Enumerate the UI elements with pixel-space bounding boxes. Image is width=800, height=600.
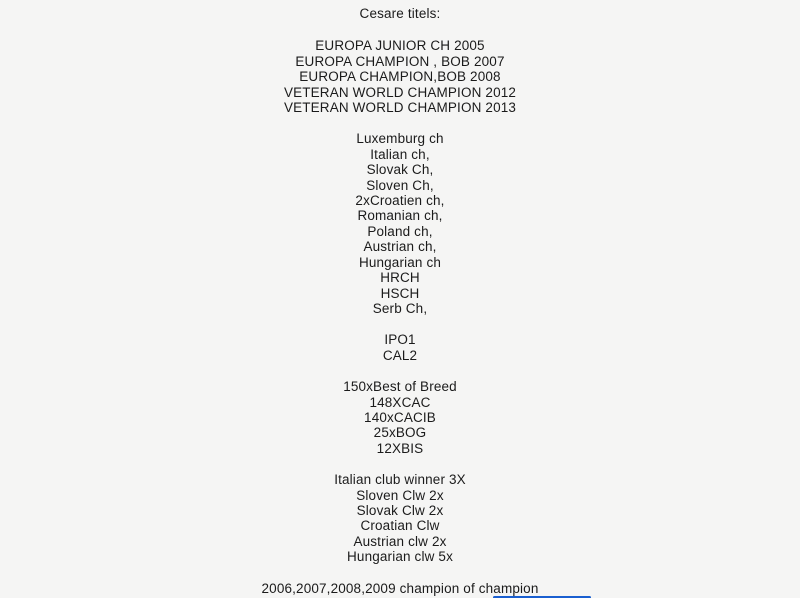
spacer: [0, 316, 800, 332]
text-line: Italian club winner 3X: [334, 472, 466, 488]
text-line: Poland ch,: [367, 223, 433, 239]
section-national-championships: [0, 131, 800, 316]
text-line: CAL2: [382, 347, 418, 363]
text-line: 2xCroatien ch,: [355, 193, 445, 209]
text-line: IPO1: [384, 332, 416, 348]
text-line: Austrian clw 2x: [353, 533, 447, 549]
text-line: Sloven Ch,: [366, 177, 434, 193]
section-club-winners: [0, 472, 800, 564]
spacer: [0, 115, 800, 131]
text-line: Luxemburg ch: [356, 131, 444, 147]
text-line: HRCH: [380, 270, 420, 286]
text-line: 2006,2007,2008,2009 champion of champion: [261, 580, 539, 596]
text-line: Italian ch,: [370, 146, 430, 162]
spacer: [0, 456, 800, 472]
section-major-titles: [0, 38, 800, 115]
text-line: 25xBOG: [373, 425, 427, 441]
text-line: Serb Ch,: [372, 300, 428, 316]
text-line: EUROPA JUNIOR CH 2005: [315, 38, 485, 54]
section-working-titles: [0, 332, 800, 363]
text-line: Romanian ch,: [357, 208, 443, 224]
text-line: 150xBest of Breed: [343, 379, 457, 395]
spacer: [0, 363, 800, 379]
text-line: VETERAN WORLD CHAMPION 2012: [283, 84, 517, 100]
text-line: Hungarian clw 5x: [347, 549, 453, 565]
text-line: Slovak Clw 2x: [356, 502, 444, 518]
section-show-awards: [0, 379, 800, 456]
text-line: Croatian Clw: [360, 518, 440, 534]
text-line: 12XBIS: [376, 440, 424, 456]
text-line: EUROPA CHAMPION , BOB 2007: [295, 53, 505, 69]
text-line: 140xCACIB: [364, 409, 436, 425]
spacer: [0, 565, 800, 581]
text-line: 148XCAC: [369, 394, 431, 410]
page-title: Cesare titels:: [359, 6, 441, 21]
text-line: Austrian ch,: [363, 239, 437, 255]
text-line: HSCH: [380, 285, 420, 301]
text-line: VETERAN WORLD CHAMPION 2013: [283, 100, 517, 116]
text-line: Sloven Clw 2x: [356, 487, 444, 503]
text-line: Slovak Ch,: [366, 162, 434, 178]
text-line: EUROPA CHAMPION,BOB 2008: [299, 69, 501, 85]
text-line: Hungarian ch: [358, 254, 442, 270]
section-champion-of-champion: [0, 581, 800, 596]
spacer: [0, 21, 800, 38]
